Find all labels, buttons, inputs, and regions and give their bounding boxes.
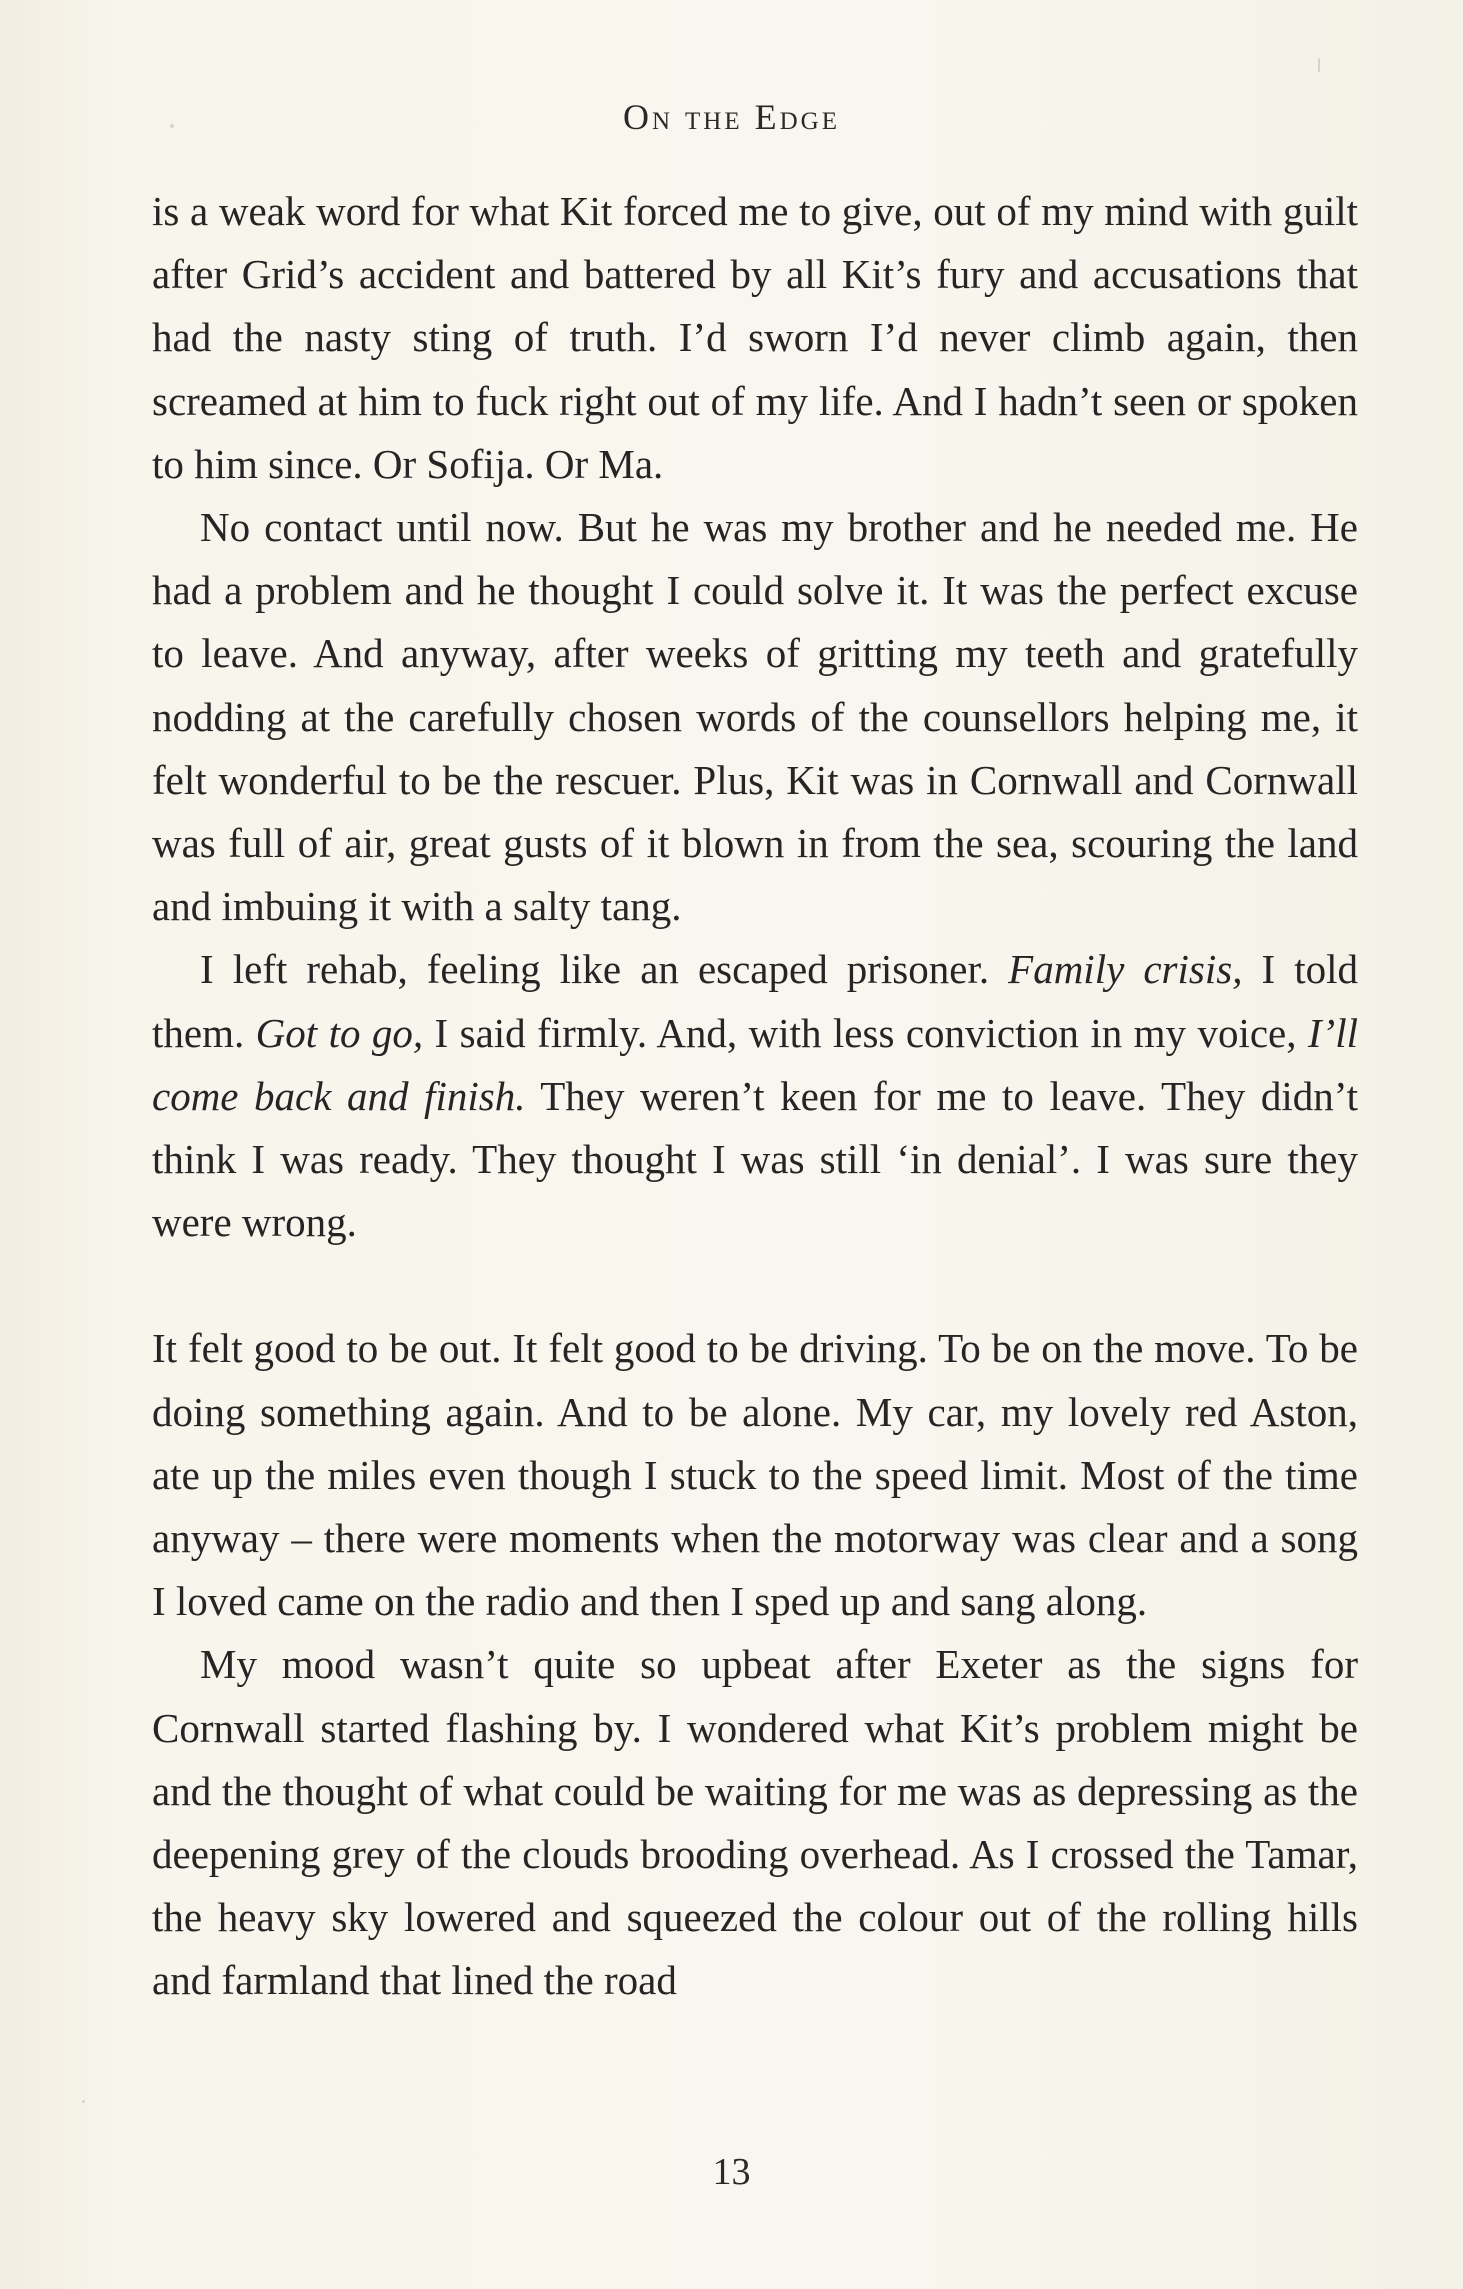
italic-segment: I’ll come back and finish. [152, 1009, 1358, 1119]
text-segment: I left rehab, feeling like an escaped prisoner. [200, 946, 1009, 993]
text-segment: I said firmly. And, with less conviction in my voice, [423, 1009, 1308, 1056]
paragraph-3 [152, 938, 1358, 1254]
text-segment: I told them. [152, 946, 1359, 1056]
page-number: 13 [712, 2151, 751, 2193]
paper-speck [170, 124, 174, 128]
paper-speck [82, 2100, 85, 2103]
paragraph-1 [152, 180, 1358, 496]
text-segment: They weren’t keen for me to leave. They didn’t think I was ready. They thought I was still ‘in denial’. I was sure they were wrong. [152, 1072, 1359, 1246]
text-segment: is a weak word for what Kit forced me to give, out of my mind with guilt after Grid’s accident and battered by all Kit’s fury and accusations that had the nasty sting of truth. I’d sworn I’d never climb again, then screamed at him to fuck right out of my life. And I hadn’t seen or spoken to him since. Or Sofija. Or Ma. [152, 188, 1358, 487]
text-segment: My mood wasn’t quite so upbeat after Exeter as the signs for Cornwall started flashing by. I wondered what Kit’s problem might be and the thought of what could be waiting for me was as depressing as the deepening grey of the clouds brooding overhead. As I crossed the Tamar, the heavy sky lowered and squeezed the colour out of the rolling hills and farmland that lined the road [152, 1641, 1358, 2004]
text-segment: No contact until now. But he was my brother and he needed me. He had a problem and he thought I could solve it. It was the perfect excuse to leave. And anyway, after weeks of gritting my teeth and gratefully nodding at the carefully chosen words of the counsellors helping me, it felt wonderful to be the rescuer. Plus, Kit was in Cornwall and Cornwall was full of air, great gusts of it blown in from the sea, scouring the land and imbuing it with a salty tang. [152, 504, 1358, 930]
text-segment: It felt good to be out. It felt good to be driving. To be on the move. To be doing something again. And to be alone. My car, my lovely red Aston, ate up the miles even though I stuck to the speed limit. Most of the time anyway – there were moments when the motorway was clear and a song I loved came on the radio and then I sped up and sang along. [152, 1325, 1358, 1625]
body-text [152, 180, 1358, 2013]
italic-segment: Family crisis, [1008, 946, 1243, 993]
running-head: On the Edge [622, 97, 841, 137]
italic-segment: Got to go, [255, 1009, 424, 1056]
paper-speck [1318, 58, 1320, 72]
paragraph-4 [152, 1317, 1358, 1633]
paragraph-2 [152, 496, 1358, 938]
paragraph-5 [152, 1633, 1358, 2012]
